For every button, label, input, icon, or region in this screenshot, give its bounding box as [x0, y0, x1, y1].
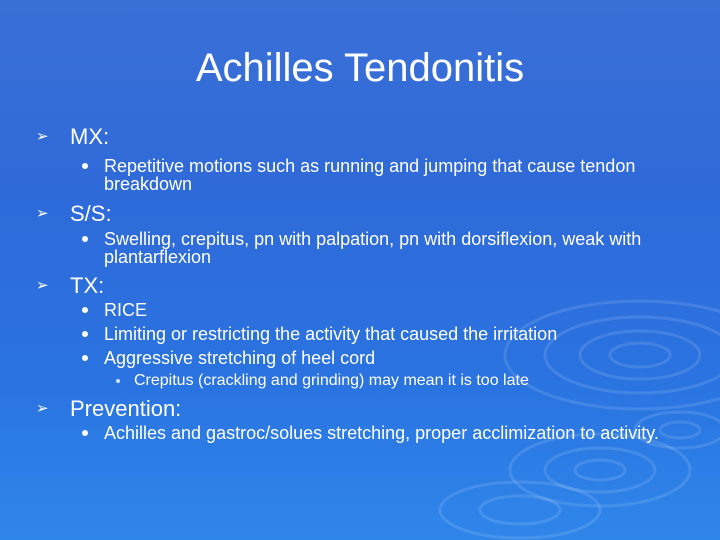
section-heading-label: S/S:: [70, 201, 112, 226]
section-heading-label: TX:: [70, 273, 105, 298]
dot-bullet-icon: [82, 355, 88, 361]
dot-bullet-icon: [82, 307, 88, 313]
arrow-bullet-icon: ➢: [36, 400, 49, 417]
dot-bullet-icon: [82, 236, 88, 242]
arrow-bullet-icon: ➢: [36, 205, 49, 222]
arrow-bullet-icon: ➢: [36, 128, 49, 145]
section-heading-label: MX:: [70, 124, 110, 149]
dot-bullet-icon: [82, 331, 88, 337]
section-heading-label: Prevention:: [70, 396, 182, 421]
slide: Achilles Tendonitis ➢ MX: Repetitive motions such as running and jumping that cause tendon breakdown ➢ S/S: Swelling, crepitus, pn with palpation, pn with dorsiflexion, weak with plantarflexion ➢ TX: RICE Limiting or restricting the activity that caused the irritation Aggressive stretching of heel cord Crepitus (crackling and grinding) may mean it is too late ➢ Prevention: Achilles and gastroc/solues stretching, proper acclimization to activity.: [0, 0, 720, 540]
dot-bullet-icon: [82, 163, 88, 169]
small-dot-bullet-icon: [116, 379, 120, 383]
dot-bullet-icon: [82, 430, 88, 436]
arrow-bullet-icon: ➢: [36, 277, 49, 294]
slide-title: Achilles Tendonitis: [195, 46, 525, 90]
